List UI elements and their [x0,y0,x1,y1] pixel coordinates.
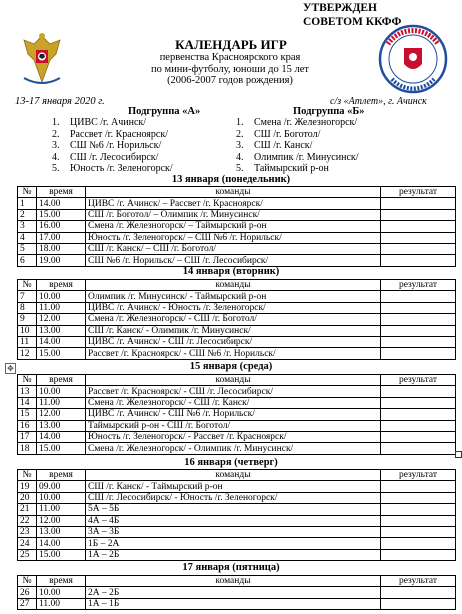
match-number: 19 [18,481,37,492]
match-time: 16.00 [37,221,86,232]
header-teams: команды [86,470,381,481]
approval-line-1: УТВЕРЖДЕН [303,2,377,14]
match-number: 2 [18,209,37,220]
group-a-team: 1. ЦИВС /г. Ачинск/ [52,117,147,128]
table-header-row [18,576,456,587]
table-row [18,291,456,302]
match-time: 11.00 [37,504,86,515]
match-result[interactable] [381,302,456,313]
match-number: 7 [18,291,37,302]
match-number: 4 [18,232,37,243]
table-row [18,221,456,232]
match-result[interactable] [381,549,456,560]
table-row [18,481,456,492]
match-time: 13.00 [37,325,86,336]
table-header-row [18,470,456,481]
match-teams: 1Б – 2А [86,538,381,549]
table-row [18,386,456,397]
table-row [18,209,456,220]
table-row [18,397,456,408]
match-time: 12.00 [37,409,86,420]
match-number: 14 [18,397,37,408]
table-header-row [18,375,456,386]
group-a-team: 5. Юность /г. Зеленогорск/ [52,163,173,174]
match-result[interactable] [381,336,456,347]
match-teams: ЦИВС /г. Ачинск/ - СШ /г. Лесосибирск/ [86,336,381,347]
match-time: 11.00 [37,598,86,609]
match-number: 11 [18,336,37,347]
match-teams: Рассвет /г. Красноярск/ - СШ /г. Лесосибирск/ [86,386,381,397]
match-teams: Рассвет /г. Красноярск/ - СШ №6 /г. Норильск/ [86,348,381,359]
schedule-table-day-1 [17,186,456,267]
group-b-team: 2. СШ /г. Боготол/ [236,128,321,140]
match-time: 12.00 [37,515,86,526]
match-teams: СШ /г. Канск/ – СШ /г. Боготол/ [86,243,381,254]
approval-line-2: СОВЕТОМ ККФФ [303,16,402,28]
header-teams: команды [86,280,381,291]
match-result[interactable] [381,386,456,397]
match-result[interactable] [381,420,456,431]
krasnoyarsk-football-federation-emblem-icon [378,24,448,94]
match-time: 14.00 [37,538,86,549]
header-no: № [18,187,37,198]
match-result[interactable] [381,243,456,254]
match-number: 5 [18,243,37,254]
match-number: 26 [18,587,37,598]
match-time: 10.00 [37,291,86,302]
match-teams: ЦИВС /г. Ачинск/ - Юность /г. Зеленогорск/ [86,302,381,313]
match-result[interactable] [381,209,456,220]
match-teams: ЦИВС /г. Ачинск/ – Рассвет /г. Красноярск/ [86,198,381,209]
table-row [18,492,456,503]
match-teams: 5А – 5Б [86,504,381,515]
table-row [18,232,456,243]
group-b-team: 5. Таймырский р-он [236,163,329,174]
match-time: 11.00 [37,302,86,313]
header-result: результат [381,187,456,198]
match-teams: Олимпик /г. Минусинск/ - Таймырский р-он [86,291,381,302]
match-result[interactable] [381,587,456,598]
match-time: 10.00 [37,492,86,503]
match-number: 6 [18,255,37,266]
match-result[interactable] [381,481,456,492]
header-teams: команды [86,187,381,198]
schedule-table-day-5 [17,575,456,610]
match-teams: Юность /г. Зеленогорск/ – СШ №6 /г. Норильск/ [86,232,381,243]
match-result[interactable] [381,431,456,442]
header-time: время [37,280,86,291]
match-time: 13.00 [37,420,86,431]
match-time: 19.00 [37,255,86,266]
header-result: результат [381,470,456,481]
match-teams: Смена /г. Железногорск/ - СШ /г. Боготол/ [86,314,381,325]
match-time: 14.00 [37,336,86,347]
match-number: 23 [18,526,37,537]
match-time: 17.00 [37,232,86,243]
page-title: КАЛЕНДАРЬ ИГР [175,37,287,52]
match-result[interactable] [381,397,456,408]
header-time: время [37,375,86,386]
table-row [18,549,456,560]
header-time: время [37,576,86,587]
match-teams: 1А – 1Б [86,598,381,609]
match-result[interactable] [381,598,456,609]
match-time: 15.00 [37,209,86,220]
match-time: 13.00 [37,526,86,537]
match-result[interactable] [381,221,456,232]
match-number: 24 [18,538,37,549]
group-a-list [52,117,173,175]
table-row [18,198,456,209]
match-time: 12.00 [37,314,86,325]
match-result[interactable] [381,504,456,515]
table-row [18,420,456,431]
match-teams: СШ /г. Канск/ - Олимпик /г. Минусинск/ [86,325,381,336]
table-row [18,515,456,526]
subtitle-line-3: (2006-2007 годов рождения) [167,75,293,86]
match-result[interactable] [381,515,456,526]
match-number: 18 [18,443,37,454]
match-number: 20 [18,492,37,503]
match-teams: Смена /г. Железногорск/ – Таймырский р-он [86,221,381,232]
match-number: 22 [18,515,37,526]
schedule-table-day-4 [17,469,456,561]
match-number: 3 [18,221,37,232]
match-teams: 3А – 3Б [86,526,381,537]
schedule-table-day-3 [17,374,456,455]
schedule-table-day-2 [17,279,456,360]
match-time: 15.00 [37,443,86,454]
table-row [18,526,456,537]
table-row [18,587,456,598]
match-number: 1 [18,198,37,209]
group-b-title: Подгруппа «Б» [293,106,365,117]
table-row [18,325,456,336]
match-result[interactable] [381,198,456,209]
group-b-team: 1. Смена /г. Железногорск/ [236,117,358,128]
match-result[interactable] [381,538,456,549]
day-title: 13 января (понедельник) [171,174,291,185]
table-row [18,504,456,515]
match-time: 18.00 [37,243,86,254]
group-b-team: 4. Олимпик /г. Минусинск/ [236,151,359,163]
match-teams: Юность /г. Зеленогорск/ - Рассвет /г. Красноярск/ [86,431,381,442]
match-time: 14.00 [37,198,86,209]
match-number: 12 [18,348,37,359]
day-title: 17 января (пятница) [182,562,280,573]
header-no: № [18,280,37,291]
match-result[interactable] [381,409,456,420]
tournament-venue: с/з «Атлет», г. Ачинск [330,96,427,107]
match-teams: Смена /г. Железногорск/ - СШ /г. Канск/ [86,397,381,408]
day-title: 14 января (вторник) [182,266,280,277]
header-result: результат [381,375,456,386]
match-result[interactable] [381,291,456,302]
header-result: результат [381,280,456,291]
match-number: 10 [18,325,37,336]
header-no: № [18,375,37,386]
match-teams: ЦИВС /г. Ачинск/ - СШ №6 /г. Норильск/ [86,409,381,420]
match-teams: СШ /г. Лесосибирск/ - Юность /г. Зеленогорск/ [86,492,381,503]
group-b-team: 3. СШ /г. Канск/ [236,140,313,151]
match-time: 10.00 [37,386,86,397]
table-row [18,538,456,549]
match-teams: СШ /г. Боготол/ – Олимпик /г. Минусинск/ [86,209,381,220]
table-row [18,336,456,347]
match-number: 16 [18,420,37,431]
table-row [18,302,456,313]
header-result: результат [381,576,456,587]
table-header-row [18,280,456,291]
day-title: 16 января (четверг) [184,457,278,468]
table-row [18,348,456,359]
match-time: 09.00 [37,481,86,492]
match-number: 9 [18,314,37,325]
match-time: 15.00 [37,549,86,560]
table-row [18,598,456,609]
match-teams: 4А – 4Б [86,515,381,526]
match-number: 15 [18,409,37,420]
match-number: 8 [18,302,37,313]
table-header-row [18,187,456,198]
match-result[interactable] [381,232,456,243]
subtitle-line-2: по мини-футболу, юноши до 15 лет [151,63,309,75]
match-time: 11.00 [37,397,86,408]
table-row [18,314,456,325]
match-teams: 1А – 2Б [86,549,381,560]
match-time: 15.00 [37,348,86,359]
match-teams: СШ /г. Канск/ - Таймырский р-он [86,481,381,492]
header-no: № [18,470,37,481]
match-teams: Таймырский р-он - СШ /г. Боготол/ [86,420,381,431]
match-result[interactable] [381,314,456,325]
header-time: время [37,470,86,481]
group-a-team: 2. Рассвет /г. Красноярск/ [52,128,168,140]
match-teams: СШ №6 /г. Норильск/ – СШ /г. Лесосибирск/ [86,255,381,266]
table-row [18,243,456,254]
table-row [18,409,456,420]
header-teams: команды [86,375,381,386]
match-teams: Смена /г. Железногорск/ - Олимпик /г. Минусинск/ [86,443,381,454]
group-a-title: Подгруппа «А» [128,106,201,117]
header-time: время [37,187,86,198]
header-no: № [18,576,37,587]
match-result[interactable] [381,348,456,359]
match-number: 13 [18,386,37,397]
match-result[interactable] [381,325,456,336]
table-row [18,255,456,266]
match-number: 25 [18,549,37,560]
match-number: 21 [18,504,37,515]
match-time: 14.00 [37,431,86,442]
match-teams: 2А – 2Б [86,587,381,598]
match-result[interactable] [381,255,456,266]
tournament-dates: 13-17 января 2020 г. [15,96,105,107]
match-number: 17 [18,431,37,442]
match-result[interactable] [381,526,456,537]
match-result[interactable] [381,492,456,503]
group-b-list [236,117,359,175]
page-subtitle [80,52,380,87]
header-teams: команды [86,576,381,587]
group-a-team: 4. СШ /г. Лесосибирск/ [52,151,159,163]
table-move-icon[interactable]: ✥ [5,363,16,374]
day-title: 15 января (среда) [189,361,273,372]
table-row [18,431,456,442]
table-row [18,443,456,454]
match-time: 10.00 [37,587,86,598]
match-result[interactable] [381,443,456,454]
group-a-team: 3. СШ №6 /г. Норильск/ [52,140,162,151]
match-number: 27 [18,598,37,609]
subtitle-line-1: первенства Красноярского края [159,52,301,63]
